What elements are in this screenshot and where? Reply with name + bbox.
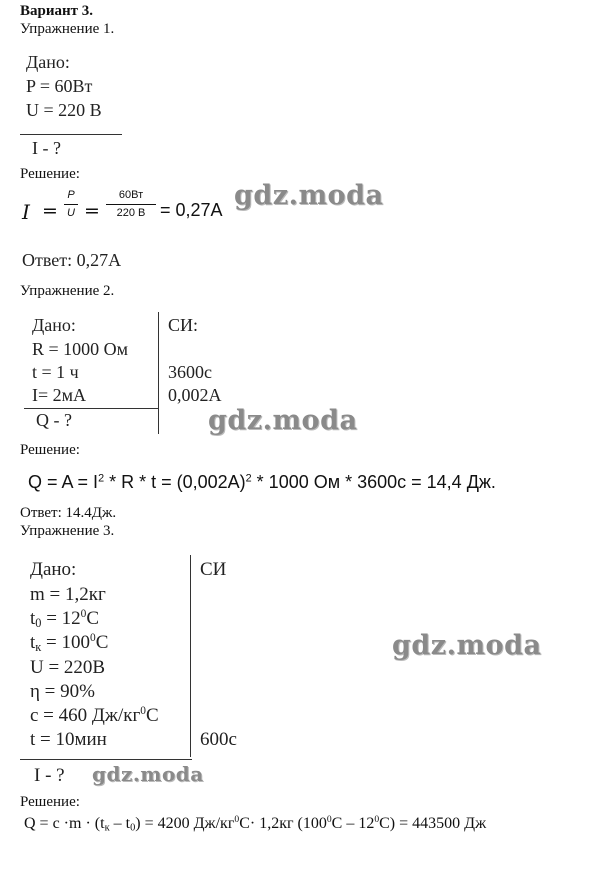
ex2-formula-part-c: * 1000 Ом * 3600с = 14,4 Дж.: [251, 472, 496, 492]
ex3-t0-degree: 0: [80, 608, 87, 621]
ex2-formula: [28, 472, 496, 493]
ex1-fraction-numeric: [106, 190, 156, 219]
ex1-find: I - ?: [32, 138, 61, 158]
watermark-2: gdz.moda: [208, 405, 358, 436]
ex1-frac-den: U: [67, 207, 75, 219]
ex1-frac2-num: 60Вт: [118, 189, 144, 201]
exercise-3-heading: Упражнение 3.: [20, 523, 115, 539]
ex3-tk-degree: 0: [90, 632, 96, 645]
ex3-solution-label: Решение:: [20, 794, 80, 810]
ex3-tk-subscript: к: [35, 640, 42, 655]
ex3-formula-part-1: Q = с ·m · (t: [24, 814, 105, 832]
ex3-formula-degree-2: 0: [326, 814, 332, 825]
ex3-vertical-divider: [190, 555, 191, 757]
ex1-given-power: P = 60Вт: [26, 76, 93, 96]
ex1-given-label: Дано:: [26, 52, 70, 72]
ex1-frac2-bar: [106, 204, 156, 205]
ex3-tk-symbol: t: [30, 632, 36, 653]
ex3-t0-symbol: t: [30, 608, 36, 629]
ex3-given-specific-heat: [30, 705, 159, 727]
ex3-si-label: СИ: [200, 559, 227, 580]
ex2-find: Q - ?: [36, 410, 72, 430]
ex1-formula-result: = 0,27А: [160, 200, 223, 220]
ex2-exp-1: 2: [98, 472, 105, 485]
ex1-frac2-den: 220 В: [116, 207, 146, 219]
variant-title: Вариант 3.: [20, 3, 94, 19]
ex3-given-mass: m = 1,2кг: [30, 584, 106, 605]
ex1-answer: Ответ: 0,27А: [22, 250, 122, 270]
ex3-find: I - ?: [34, 765, 65, 786]
ex2-si-label: СИ:: [168, 315, 199, 335]
ex1-equals-2: =: [84, 200, 100, 222]
ex1-solution-label: Решение:: [20, 166, 80, 182]
ex2-given-label: Дано:: [32, 315, 76, 335]
ex2-si-time: 3600с: [168, 362, 212, 382]
ex3-c-unit: C: [146, 705, 159, 726]
watermark-1: gdz.moda: [234, 180, 384, 211]
ex3-formula-degree-3: 0: [374, 814, 380, 825]
ex3-divider: [20, 759, 192, 760]
ex3-given-voltage: U = 220В: [30, 657, 106, 678]
ex1-fraction-symbolic: [64, 190, 78, 219]
ex3-si-time: 600с: [200, 729, 237, 750]
ex3-t0-value: = 12: [41, 608, 81, 629]
exercise-2-heading: Упражнение 2.: [20, 283, 115, 299]
ex3-given-tk: [30, 632, 108, 655]
ex2-divider: [24, 408, 159, 409]
exercise-1-heading: Упражнение 1.: [20, 21, 115, 37]
ex3-given-label: Дано:: [30, 559, 77, 580]
ex3-formula-part-4: С· 1,2кг (100: [239, 814, 327, 832]
ex2-vertical-divider: [158, 312, 159, 434]
ex3-formula-part-3: ) = 4200 Дж/кг: [135, 814, 235, 832]
ex3-c-value: с = 460 Дж/кг: [30, 705, 141, 726]
ex3-formula-sub-k: к: [104, 822, 110, 834]
ex2-given-resistance: R = 1000 Ом: [32, 339, 129, 359]
ex3-tk-unit: C: [95, 632, 109, 653]
ex3-formula-part-6: С) = 443500 Дж: [379, 814, 487, 832]
ex3-formula-degree-1: 0: [234, 814, 240, 825]
ex3-given-time: t = 10мин: [30, 729, 107, 750]
ex2-given-time: t = 1 ч: [32, 362, 79, 382]
ex1-formula-lhs: I: [22, 200, 30, 224]
watermark-3: gdz.moda: [92, 762, 204, 786]
ex3-given-t0: [30, 608, 99, 631]
ex2-formula-part-a: Q = A = I: [28, 472, 99, 492]
ex1-equals-1: =: [42, 200, 58, 222]
ex3-t0-unit: C: [86, 608, 100, 629]
ex3-given-efficiency: η = 90%: [30, 681, 95, 702]
ex1-given-voltage: U = 220 В: [26, 100, 102, 120]
ex3-t0-subscript: 0: [35, 616, 42, 631]
ex3-tk-value: = 100: [41, 632, 90, 653]
ex2-formula-part-b: * R * t = (0,002А): [104, 472, 246, 492]
ex1-divider: [20, 134, 122, 135]
ex1-frac-num: P: [67, 189, 75, 201]
ex2-exp-2: 2: [245, 472, 252, 485]
ex2-solution-label: Решение:: [20, 442, 80, 458]
ex3-formula-part-2: – t: [109, 814, 131, 832]
ex3-c-degree: 0: [140, 705, 146, 718]
ex1-frac-bar: [64, 204, 78, 205]
ex2-given-current: I= 2мА: [32, 385, 87, 405]
ex3-formula: [24, 814, 486, 833]
ex3-formula-part-5: С – 12: [331, 814, 375, 832]
ex2-answer: Ответ: 14.4Дж.: [20, 505, 117, 521]
ex3-formula-sub-0: 0: [130, 822, 136, 834]
watermark-4: gdz.moda: [392, 630, 542, 661]
ex2-si-current: 0,002А: [168, 385, 222, 405]
